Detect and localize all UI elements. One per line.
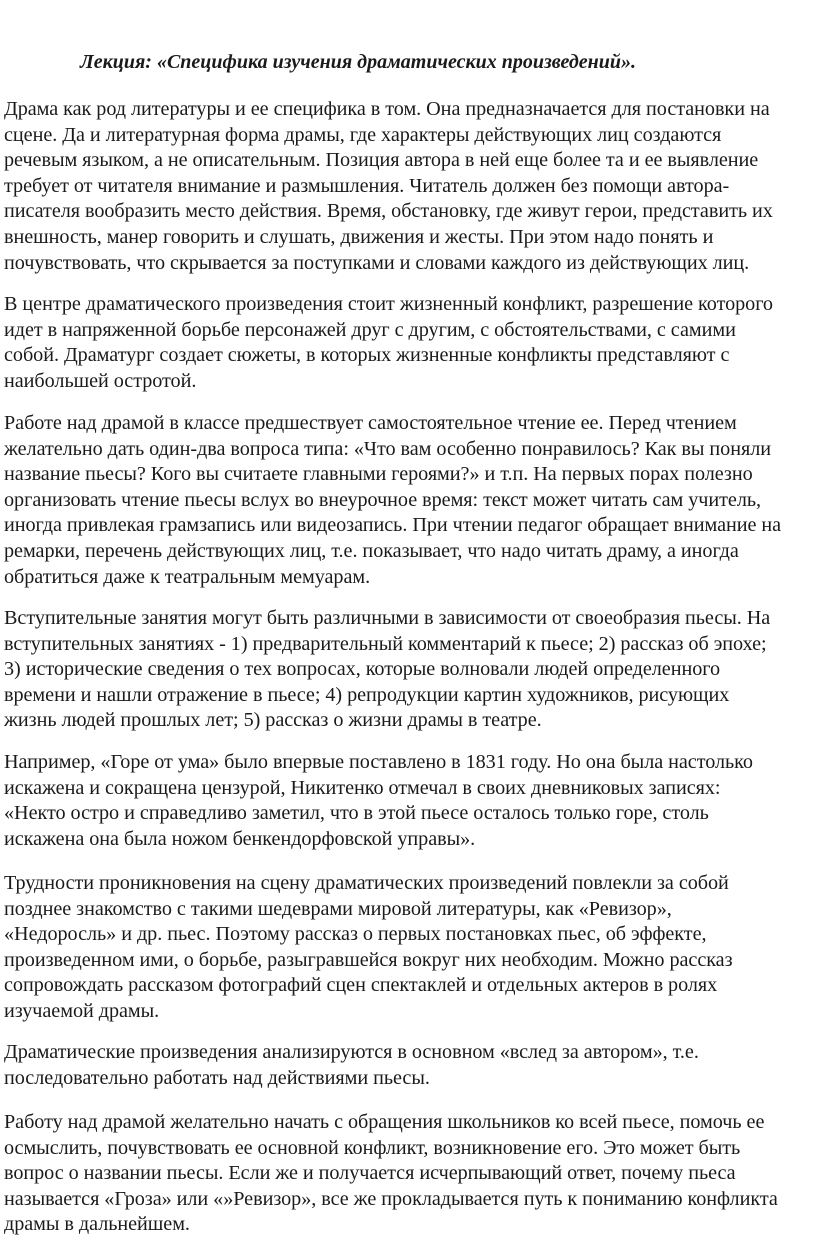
text-line: название пьесы? Кого вы считаете главными героями?» и т.п. На первых порах полезно <box>4 463 753 486</box>
paragraph <box>4 606 814 734</box>
text-line: требует от читателя внимание и размышления. Читатель должен без помощи автора- <box>4 174 730 197</box>
text-line: иногда привлекая грамзапись или видеозапись. При чтении педагог обращает внимание на <box>4 514 782 537</box>
text-line: изучаемой драмы. <box>4 999 160 1022</box>
text-line: «Недоросль» и др. пьес. Поэтому рассказ о первых постановках пьес, об эффекте, <box>4 923 707 946</box>
text-line: сцене. Да и литературная форма драмы, где характеры действующих лиц создаются <box>4 123 722 146</box>
paragraph <box>4 411 814 590</box>
text-line: времени и нашли отражение в пьесе; 4) репродукции картин художников, рисующих <box>4 683 730 706</box>
text-line: называется «Гроза» или «»Ревизор», все же прокладывается путь к пониманию конфликта <box>4 1187 778 1210</box>
paragraph <box>4 1040 814 1091</box>
paragraph <box>4 1110 814 1238</box>
text-line: осмыслить, почувствовать ее основной конфликт, возникновение его. Это может быть <box>4 1136 741 1159</box>
text-line: искажена и сокращена цензурой, Никитенко отмечал в своих дневниковых записях: <box>4 776 721 799</box>
text-line: Драма как род литературы и ее специфика в том. Она предназначается для постановки на <box>4 98 770 120</box>
text-line: ремарки, перечень действующих лиц, т.е. показывает, что надо читать драму, а иногда <box>4 539 739 562</box>
text-line: почувствовать, что скрывается за поступками и словами каждого из действующих лиц. <box>4 251 750 274</box>
text-line: обратиться даже к театральным мемуарам. <box>4 565 371 588</box>
text-line: Драматические произведения анализируются в основном «вслед за автором», т.е. <box>4 1041 699 1063</box>
text-line: жизнь людей прошлых лет; 5) рассказ о жизни драмы в театре. <box>4 709 542 732</box>
text-line: Трудности проникновения на сцену драматических произведений повлекли за собой <box>4 872 729 894</box>
text-line: речевым языком, а не описательным. Позиция автора в ней еще более та и ее выявление <box>4 149 759 172</box>
text-line: собой. Драматург создает сюжеты, в которых жизненные конфликты представляют с <box>4 344 730 367</box>
text-line: наибольшей остротой. <box>4 369 197 392</box>
text-line: желательно дать один-два вопроса типа: «Что вам особенно понравилось? Как вы поняли <box>4 437 771 460</box>
text-line: внешность, манер говорить и слушать, движения и жесты. При этом надо понять и <box>4 225 714 248</box>
text-line: позднее знакомство с такими шедеврами мировой литературы, как «Ревизор», <box>4 897 672 920</box>
text-line: Например, «Горе от ума» было впервые поставлено в 1831 году. Но она была настолько <box>4 751 753 773</box>
text-line: «Некто остро и справедливо заметил, что в этой пьесе осталось только горе, столь <box>4 802 709 825</box>
paragraph <box>4 292 814 394</box>
text-line: Вступительные занятия могут быть различными в зависимости от своеобразия пьесы. На <box>4 607 771 629</box>
text-line: последовательно работать над действиями пьесы. <box>4 1066 430 1089</box>
text-line: вступительных занятиях - 1) предварительный комментарий к пьесе; 2) рассказ об эпохе; <box>4 632 767 655</box>
text-line: В центре драматического произведения стоит жизненный конфликт, разрешение которого <box>4 293 773 315</box>
text-line: писателя вообразить место действия. Время, обстановку, где живут герои, представить их <box>4 200 773 223</box>
text-line: идет в напряженной борьбе персонажей друг с другим, с обстоятельствами, с самими <box>4 318 736 341</box>
text-line: сопровождать рассказом фотографий сцен спектаклей и отдельных актеров в ролях <box>4 974 718 997</box>
document-title: Лекция: «Специфика изучения драматических произведений». <box>80 51 636 73</box>
text-line: организовать чтение пьесы вслух во внеурочное время: текст может читать сам учитель, <box>4 488 762 511</box>
paragraph <box>4 97 814 276</box>
text-line: произведенном ими, о борьбе, разыгравшейся вокруг них необходим. Можно рассказ <box>4 948 733 971</box>
text-line: драмы в дальнейшем. <box>4 1213 190 1236</box>
paragraph <box>4 871 814 1025</box>
paragraph <box>4 750 814 852</box>
text-line: вопрос о названии пьесы. Если же и получается исчерпывающий ответ, почему пьеса <box>4 1162 736 1185</box>
text-line: Работу над драмой желательно начать с обращения школьников ко всей пьесе, помочь ее <box>4 1111 765 1133</box>
text-line: 3) исторические сведения о тех вопросах, которые волновали людей определенного <box>4 658 721 681</box>
text-line: искажена она была ножом бенкендорфовской управы». <box>4 827 476 850</box>
text-line: Работе над драмой в классе предшествует самостоятельное чтение ее. Перед чтением <box>4 412 737 434</box>
